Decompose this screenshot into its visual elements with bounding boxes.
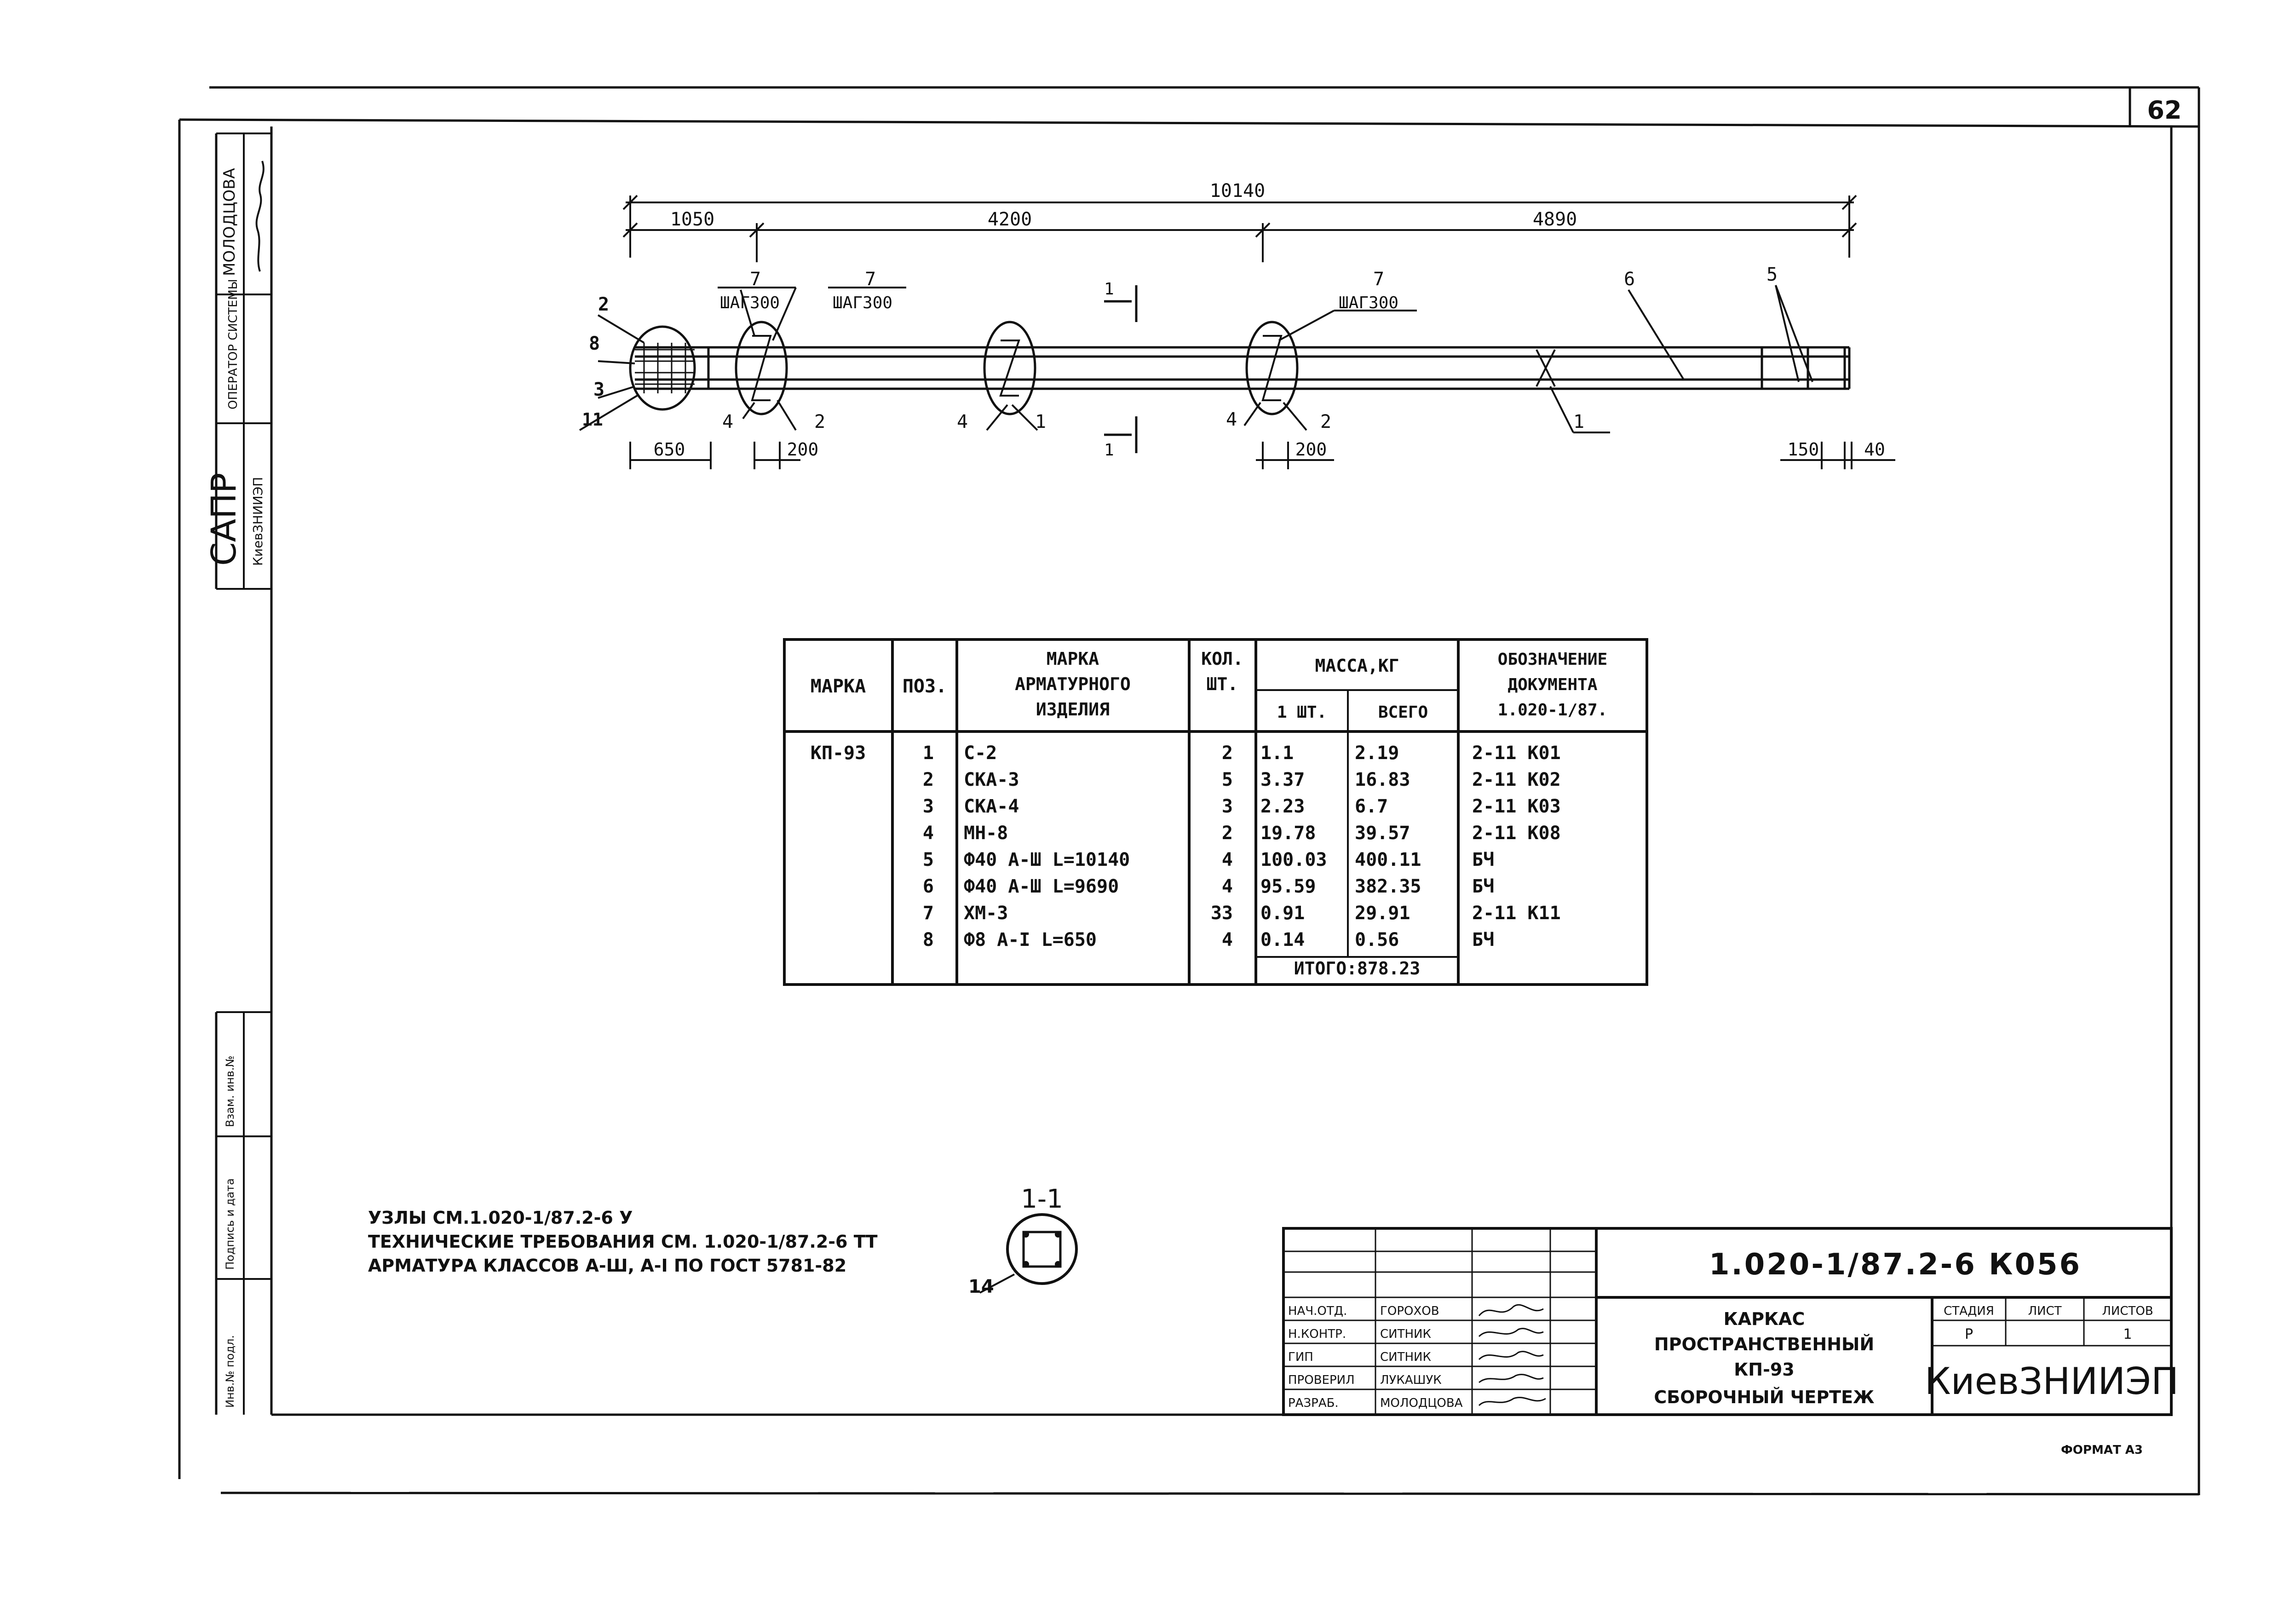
row-pos: 5 <box>922 849 934 870</box>
spec-mark-value: КП-93 <box>810 743 866 764</box>
row-doc: 2-11 К03 <box>1472 796 1561 817</box>
spec-rows <box>923 743 1561 950</box>
callout-11: 11 <box>582 409 603 430</box>
spec-table <box>784 639 1647 985</box>
format-label: ФОРМАТ А3 <box>2061 1443 2143 1457</box>
row-mass-total: 400.11 <box>1355 849 1421 870</box>
row-mass-one: 0.14 <box>1260 929 1305 950</box>
row-product: СКА-3 <box>964 769 1019 790</box>
spec-header-doc-2: ДОКУМЕНТА <box>1507 675 1598 694</box>
dim-seg-a: 1050 <box>670 209 715 230</box>
title-org: КиевЗНИИЭП <box>1924 1360 2179 1403</box>
spec-header-mass-one: 1 ШТ. <box>1277 703 1327 722</box>
title-block <box>1283 1228 2179 1415</box>
callout-4a: 4 <box>722 411 734 432</box>
title-stage-label: СТАДИЯ <box>1944 1304 1994 1318</box>
callout-step-c: ШАГ300 <box>1339 294 1399 312</box>
row-qty: 4 <box>1221 849 1233 870</box>
dim-150: 150 <box>1787 439 1819 460</box>
row-pos: 4 <box>922 823 934 844</box>
row-doc: БЧ <box>1472 929 1495 950</box>
table-row <box>923 743 1561 764</box>
spec-header-product-3: ИЗДЕЛИЯ <box>1036 699 1110 720</box>
spec-header-mass: МАССА,КГ <box>1315 656 1399 676</box>
signature-role: НАЧ.ОТД. <box>1288 1304 1347 1318</box>
callout-1d: 1 <box>1573 411 1585 432</box>
title-line-2: ПРОСТРАНСТВЕННЫЙ <box>1654 1334 1875 1354</box>
row-pos: 3 <box>922 796 934 817</box>
frame-elevation <box>580 180 1895 469</box>
row-mass-total: 16.83 <box>1355 769 1410 790</box>
section-mark-top: 1 <box>1104 280 1114 299</box>
dim-seg-c: 4890 <box>1532 209 1577 230</box>
lacing-marks <box>752 336 1555 400</box>
callout-4b: 4 <box>957 411 968 432</box>
callout-8: 8 <box>589 333 600 354</box>
title-line-3: КП-93 <box>1734 1359 1795 1380</box>
spec-header-doc-1: ОБОЗНАЧЕНИЕ <box>1497 650 1608 669</box>
table-row <box>923 903 1561 924</box>
callout-1b: 1 <box>1035 411 1047 432</box>
side-stamp <box>204 133 271 1415</box>
title-stage-value: Р <box>1964 1326 1974 1342</box>
row-mass-one: 95.59 <box>1260 876 1316 897</box>
row-product: С-2 <box>964 743 997 764</box>
callout-3: 3 <box>593 379 605 400</box>
side-stamp-signature-mark <box>257 161 264 271</box>
spec-header-product-1: МАРКА <box>1046 649 1099 669</box>
row-doc: 2-11 К02 <box>1472 769 1561 790</box>
spec-header-mass-total: ВСЕГО <box>1378 703 1428 722</box>
list-item <box>1288 1373 1543 1387</box>
row-mass-one: 1.1 <box>1260 743 1294 764</box>
list-item <box>1288 1396 1546 1410</box>
side-stamp-name: МОЛОДЦОВА <box>220 168 239 276</box>
section-mark-bottom: 1 <box>1104 441 1114 460</box>
signature-mark <box>1479 1375 1543 1382</box>
row-qty: 33 <box>1210 903 1233 924</box>
spec-header-qty-2: ШТ. <box>1206 674 1238 694</box>
signature-name: ЛУКАШУК <box>1380 1373 1442 1387</box>
side-stamp-invorig: Инв.№ подл. <box>224 1335 236 1408</box>
section-pos: 14 <box>968 1276 994 1297</box>
row-mass-total: 6.7 <box>1355 796 1388 817</box>
title-line-4: СБОРОЧНЫЙ ЧЕРТЕЖ <box>1654 1387 1875 1407</box>
table-row <box>923 929 1494 950</box>
callout-2a: 2 <box>814 411 826 432</box>
dim-40: 40 <box>1864 439 1885 460</box>
callout-4c: 4 <box>1226 409 1237 430</box>
callout-7c: 7 <box>1373 269 1385 290</box>
row-mass-total: 29.91 <box>1355 903 1410 924</box>
row-mass-total: 2.19 <box>1355 743 1399 764</box>
side-stamp-replace: Взам. инв.№ <box>224 1055 236 1127</box>
row-mass-one: 19.78 <box>1260 823 1316 844</box>
row-qty: 4 <box>1221 876 1233 897</box>
table-row <box>923 796 1561 817</box>
row-product: Ф40 А-Ш L=10140 <box>964 849 1130 870</box>
table-row <box>923 769 1561 790</box>
signature-name: СИТНИК <box>1380 1350 1431 1364</box>
note-line-2: ТЕХНИЧЕСКИЕ ТРЕБОВАНИЯ СМ. 1.020-1/87.2-6 ТТ <box>368 1232 878 1252</box>
row-mass-total: 382.35 <box>1355 876 1421 897</box>
table-row <box>923 849 1494 870</box>
callout-7b: 7 <box>865 269 876 290</box>
spec-header-product-2: АРМАТУРНОГО <box>1015 674 1131 694</box>
row-product: СКА-4 <box>964 796 1019 817</box>
end-mesh <box>635 343 695 393</box>
notes <box>368 1208 878 1276</box>
row-mass-one: 100.03 <box>1260 849 1327 870</box>
section-cut-markers <box>1104 285 1136 453</box>
callout-step-a: ШАГ300 <box>720 294 780 312</box>
spec-header-mark: МАРКА <box>810 676 866 697</box>
side-stamp-signdate: Подпись и дата <box>224 1178 236 1270</box>
list-item <box>1288 1327 1543 1341</box>
side-stamp-operator: ОПЕРАТОР СИСТЕМЫ <box>226 279 240 409</box>
row-qty: 2 <box>1221 743 1233 764</box>
row-mass-total: 39.57 <box>1355 823 1410 844</box>
row-pos: 6 <box>922 876 934 897</box>
signature-mark <box>1479 1329 1543 1336</box>
row-pos: 2 <box>922 769 934 790</box>
signature-name: СИТНИК <box>1380 1327 1431 1341</box>
callout-2: 2 <box>598 294 610 315</box>
list-item <box>1288 1304 1543 1318</box>
callout-6: 6 <box>1624 269 1635 290</box>
signature-role: Н.КОНТР. <box>1288 1327 1346 1341</box>
row-qty: 3 <box>1221 796 1233 817</box>
row-mass-total: 0.56 <box>1355 929 1399 950</box>
row-product: Ф8 А-I L=650 <box>964 929 1097 950</box>
dim-200-a: 200 <box>787 439 819 460</box>
spec-total: ИТОГО:878.23 <box>1294 958 1421 979</box>
signature-mark <box>1479 1352 1543 1359</box>
dim-seg-b: 4200 <box>987 209 1032 230</box>
signature-role: ГИП <box>1288 1350 1313 1364</box>
table-row <box>923 823 1561 844</box>
title-sheets-value: 1 <box>2123 1326 2132 1342</box>
note-line-1: УЗЛЫ СМ.1.020-1/87.2-6 У <box>368 1208 633 1228</box>
section-1-1 <box>968 1184 1076 1297</box>
callout-7a: 7 <box>750 269 761 290</box>
list-item <box>1288 1350 1543 1364</box>
side-stamp-sapr: САПР <box>204 472 244 566</box>
section-title: 1-1 <box>1021 1184 1063 1214</box>
row-pos: 1 <box>922 743 934 764</box>
row-pos: 8 <box>922 929 934 950</box>
dim-650: 650 <box>653 439 685 460</box>
row-mass-one: 3.37 <box>1260 769 1305 790</box>
signature-mark <box>1479 1305 1543 1316</box>
signature-name: ГОРОХОВ <box>1380 1304 1439 1318</box>
dim-200-b: 200 <box>1295 439 1327 460</box>
signature-name: МОЛОДЦОВА <box>1380 1396 1463 1410</box>
signature-role: РАЗРАБ. <box>1288 1396 1339 1410</box>
row-doc: 2-11 К11 <box>1472 903 1561 924</box>
page-number: 62 <box>2147 96 2182 125</box>
row-doc: БЧ <box>1472 876 1495 897</box>
callout-5: 5 <box>1766 264 1778 285</box>
signature-role: ПРОВЕРИЛ <box>1288 1373 1355 1387</box>
title-line-1: КАРКАС <box>1723 1309 1805 1329</box>
row-pos: 7 <box>922 903 934 924</box>
spec-header-qty-1: КОЛ. <box>1201 649 1243 669</box>
row-doc: БЧ <box>1472 849 1495 870</box>
detail-ovals <box>630 322 1297 414</box>
title-doc-code: 1.020-1/87.2-6 К056 <box>1709 1248 2082 1282</box>
row-doc: 2-11 К08 <box>1472 823 1561 844</box>
row-product: Ф40 А-Ш L=9690 <box>964 876 1119 897</box>
spec-header-doc-3: 1.020-1/87. <box>1497 701 1608 720</box>
row-doc: 2-11 К01 <box>1472 743 1561 764</box>
spec-header-pos: ПОЗ. <box>902 676 947 697</box>
row-mass-one: 2.23 <box>1260 796 1305 817</box>
row-qty: 2 <box>1221 823 1233 844</box>
note-line-3: АРМАТУРА КЛАССОВ А-Ш, А-I ПО ГОСТ 5781-82 <box>368 1255 847 1276</box>
callout-2c: 2 <box>1320 411 1332 432</box>
dim-total: 10140 <box>1209 180 1266 202</box>
row-mass-one: 0.91 <box>1260 903 1305 924</box>
row-qty: 5 <box>1221 769 1233 790</box>
table-row <box>923 876 1494 897</box>
callout-step-b: ШАГ300 <box>833 294 893 312</box>
row-product: МН-8 <box>964 823 1008 844</box>
title-sheet-label: ЛИСТ <box>2028 1304 2062 1318</box>
title-sheets-label: ЛИСТОВ <box>2102 1304 2153 1318</box>
row-product: ХМ-3 <box>964 903 1008 924</box>
row-qty: 4 <box>1221 929 1233 950</box>
side-stamp-institute: КиевЗНИИЭП <box>250 477 265 566</box>
signature-mark <box>1479 1398 1546 1405</box>
